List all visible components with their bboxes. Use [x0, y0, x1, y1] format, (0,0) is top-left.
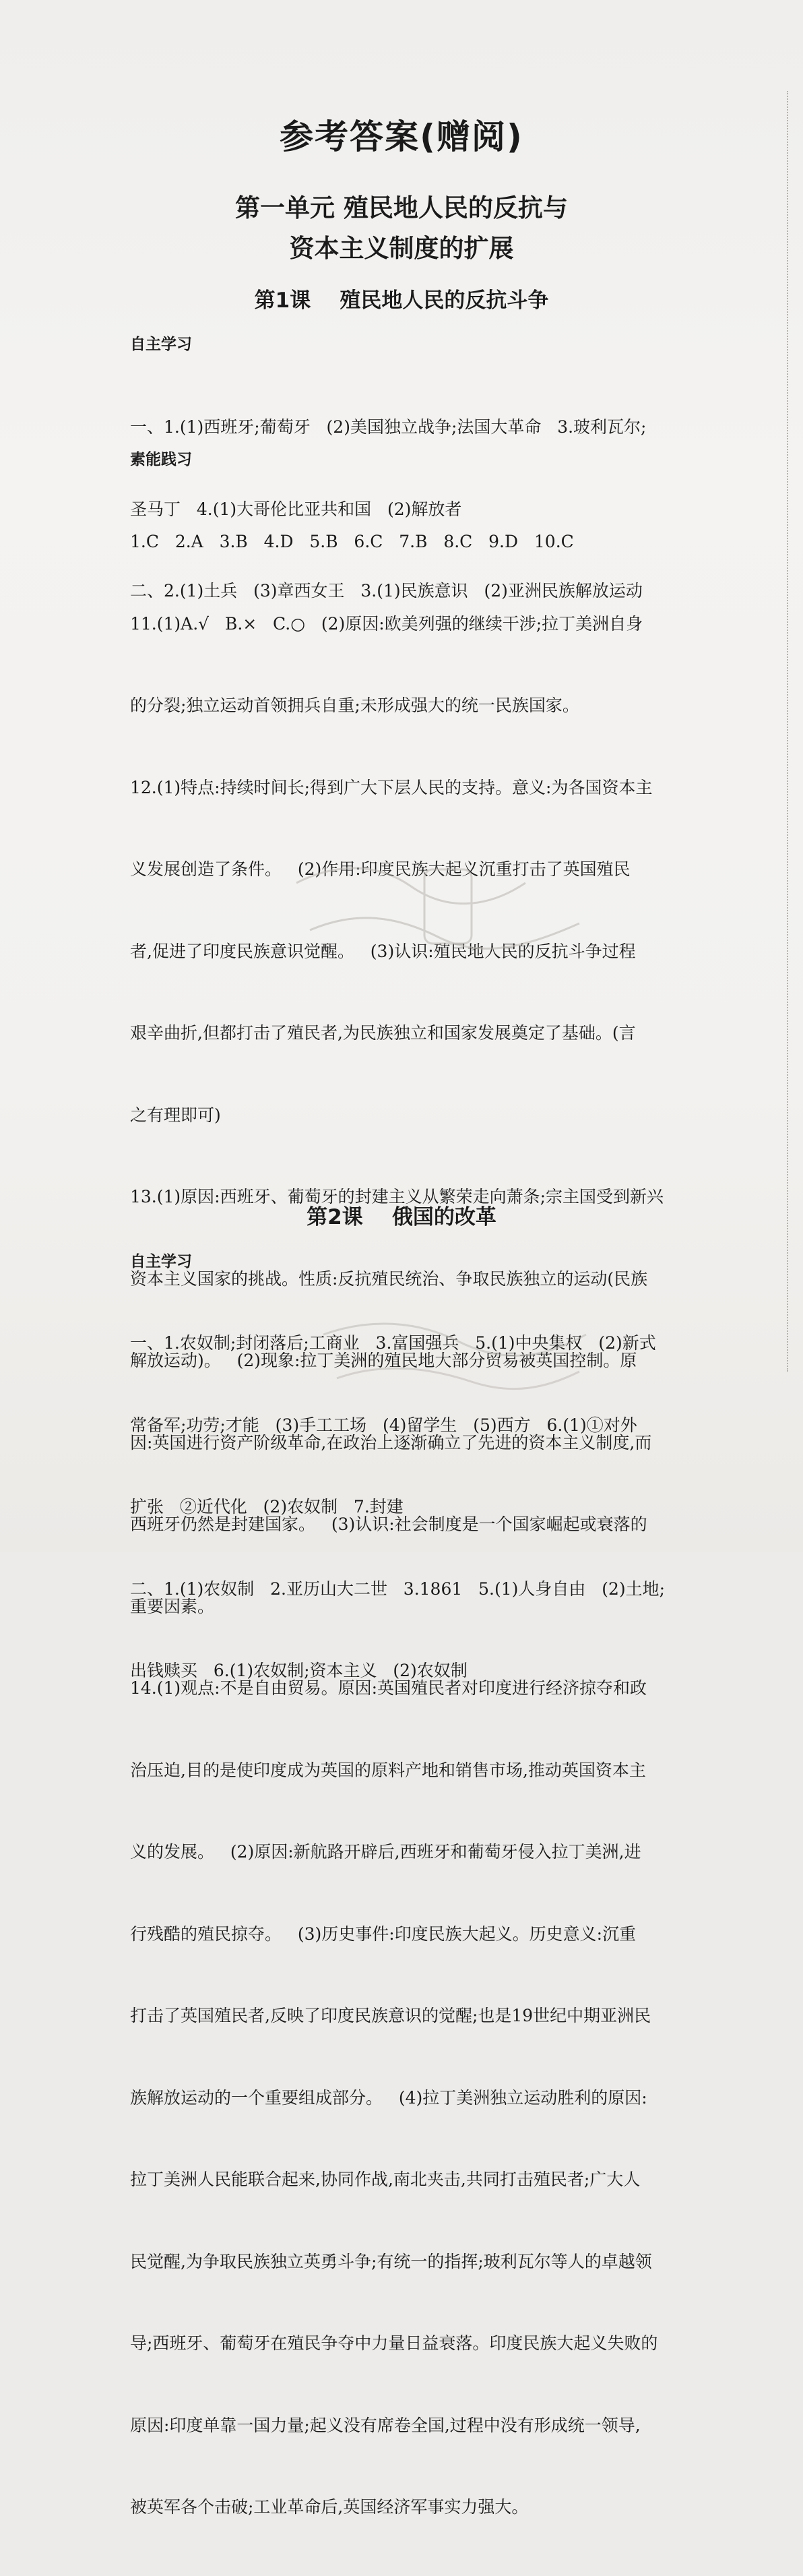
answer-line: 民觉醒,为争取民族独立英勇斗争;有统一的指挥;玻利瓦尔等人的卓越领	[130, 2251, 652, 2271]
answer-line: 被英军各个击破;工业革命后,英国经济军事实力强大。	[130, 2497, 529, 2517]
page-title: 参考答案(赠阅)	[280, 117, 523, 156]
answer-line: 导;西班牙、葡萄牙在殖民争夺中力量日益衰落。印度民族大起义失败的	[130, 2333, 658, 2353]
answer-line: 二、1.(1)农奴制 2.亚历山大二世 3.1861 5.(1)人身自由 (2)土地;	[130, 1578, 666, 1599]
answer-line: 解放运动)。 (2)现象:拉丁美洲的殖民地大部分贸易被英国控制。原	[130, 1351, 637, 1370]
answer-line: 二、2.(1)土兵 (3)章西女王 3.(1)民族意识 (2)亚洲民族解放运动	[130, 581, 643, 601]
answer-line: 11.(1)A.√ B.× C.○ (2)原因:欧美列强的继续干涉;拉丁美洲自身	[130, 613, 643, 634]
lesson-2-title: 第2课 俄国的改革	[307, 1205, 496, 1229]
answer-line: 因:英国进行资产阶级革命,在政治上逐渐确立了先进的资本主义制度,而	[130, 1432, 652, 1452]
answer-line: 义发展创造了条件。 (2)作用:印度民族大起义沉重打击了英国殖民	[130, 859, 631, 879]
answer-line: 一、1.农奴制;封闭落后;工商业 3.富国强兵 5.(1)中央集权 (2)新式	[130, 1333, 656, 1353]
lesson-2-self-study-heading: 自主学习	[130, 1253, 192, 1270]
answer-line: 14.(1)观点:不是自由贸易。原因:英国殖民者对印度进行经济掠夺和政	[130, 1678, 647, 1698]
answer-line: 资本主义国家的挑战。性质:反抗殖民统治、争取民族独立的运动(民族	[130, 1268, 648, 1289]
answer-line: 常备军;功劳;才能 (3)手工工场 (4)留学生 (5)西方 6.(1)①对外	[130, 1415, 637, 1435]
answer-line: 者,促进了印度民族意识觉醒。 (3)认识:殖民地人民的反抗斗争过程	[130, 941, 636, 961]
answer-line: 12.(1)特点:持续时间长;得到广大下层人民的支持。意义:为各国资本主	[130, 777, 653, 797]
answer-line: 一、1.(1)西班牙;葡萄牙 (2)美国独立战争;法国大革命 3.玻利瓦尔;	[130, 417, 647, 437]
answer-line: 族解放运动的一个重要组成部分。 (4)拉丁美洲独立运动胜利的原因:	[130, 2087, 647, 2108]
answer-line: 打击了英国殖民者,反映了印度民族意识的觉醒;也是19世纪中期亚洲民	[130, 2006, 651, 2025]
answer-line: 出钱赎买 6.(1)农奴制;资本主义 (2)农奴制	[130, 1661, 468, 1680]
answer-line: 义的发展。 (2)原因:新航路开辟后,西班牙和葡萄牙侵入拉丁美洲,进	[130, 1842, 641, 1862]
unit-title-line-2: 资本主义制度的扩展	[289, 234, 514, 263]
answer-line: 13.(1)原因:西班牙、葡萄牙的封建主义从繁荣走向萧条;宗主国受到新兴	[130, 1187, 664, 1206]
answer-line: 1.C 2.A 3.B 4.D 5.B 6.C 7.B 8.C 9.D 10.C	[130, 532, 574, 551]
answer-line: 的分裂;独立运动首领拥兵自重;未形成强大的统一民族国家。	[130, 696, 579, 715]
answer-line: 原因:印度单靠一国力量;起义没有席卷全国,过程中没有形成统一领导,	[130, 2415, 641, 2435]
answer-line: 行残酷的殖民掠夺。 (3)历史事件:印度民族大起义。历史意义:沉重	[130, 1924, 637, 1944]
answer-line: 圣马丁 4.(1)大哥伦比亚共和国 (2)解放者	[130, 499, 462, 519]
lesson-2-self-study-answers	[130, 1275, 773, 1740]
answer-line: 扩张 ②近代化 (2)农奴制 7.封建	[130, 1497, 404, 1516]
lesson-1-self-study-heading: 自主学习	[130, 336, 192, 353]
lesson-1-title: 第1课 殖民地人民的反抗斗争	[254, 288, 549, 313]
answer-line: 拉丁美洲人民能联合起来,协同作战,南北夹击,共同打击殖民者;广大人	[130, 2170, 641, 2189]
answer-line: 西班牙仍然是封建国家。 (3)认识:社会制度是一个国家崛起或衰落的	[130, 1514, 647, 1534]
answer-line: 之有理即可)	[130, 1105, 221, 1125]
answer-line: 艰辛曲折,但都打击了殖民者,为民族独立和国家发展奠定了基础。(言	[130, 1023, 636, 1043]
unit-title	[0, 188, 803, 269]
lesson-1-practice-heading: 素能践习	[130, 451, 192, 468]
answer-line: 治压迫,目的是使印度成为英国的原料产地和销售市场,推动英国资本主	[130, 1760, 646, 1780]
unit-title-line-1: 第一单元 殖民地人民的反抗与	[235, 193, 568, 222]
answer-line: 重要因素。	[130, 1596, 215, 1616]
